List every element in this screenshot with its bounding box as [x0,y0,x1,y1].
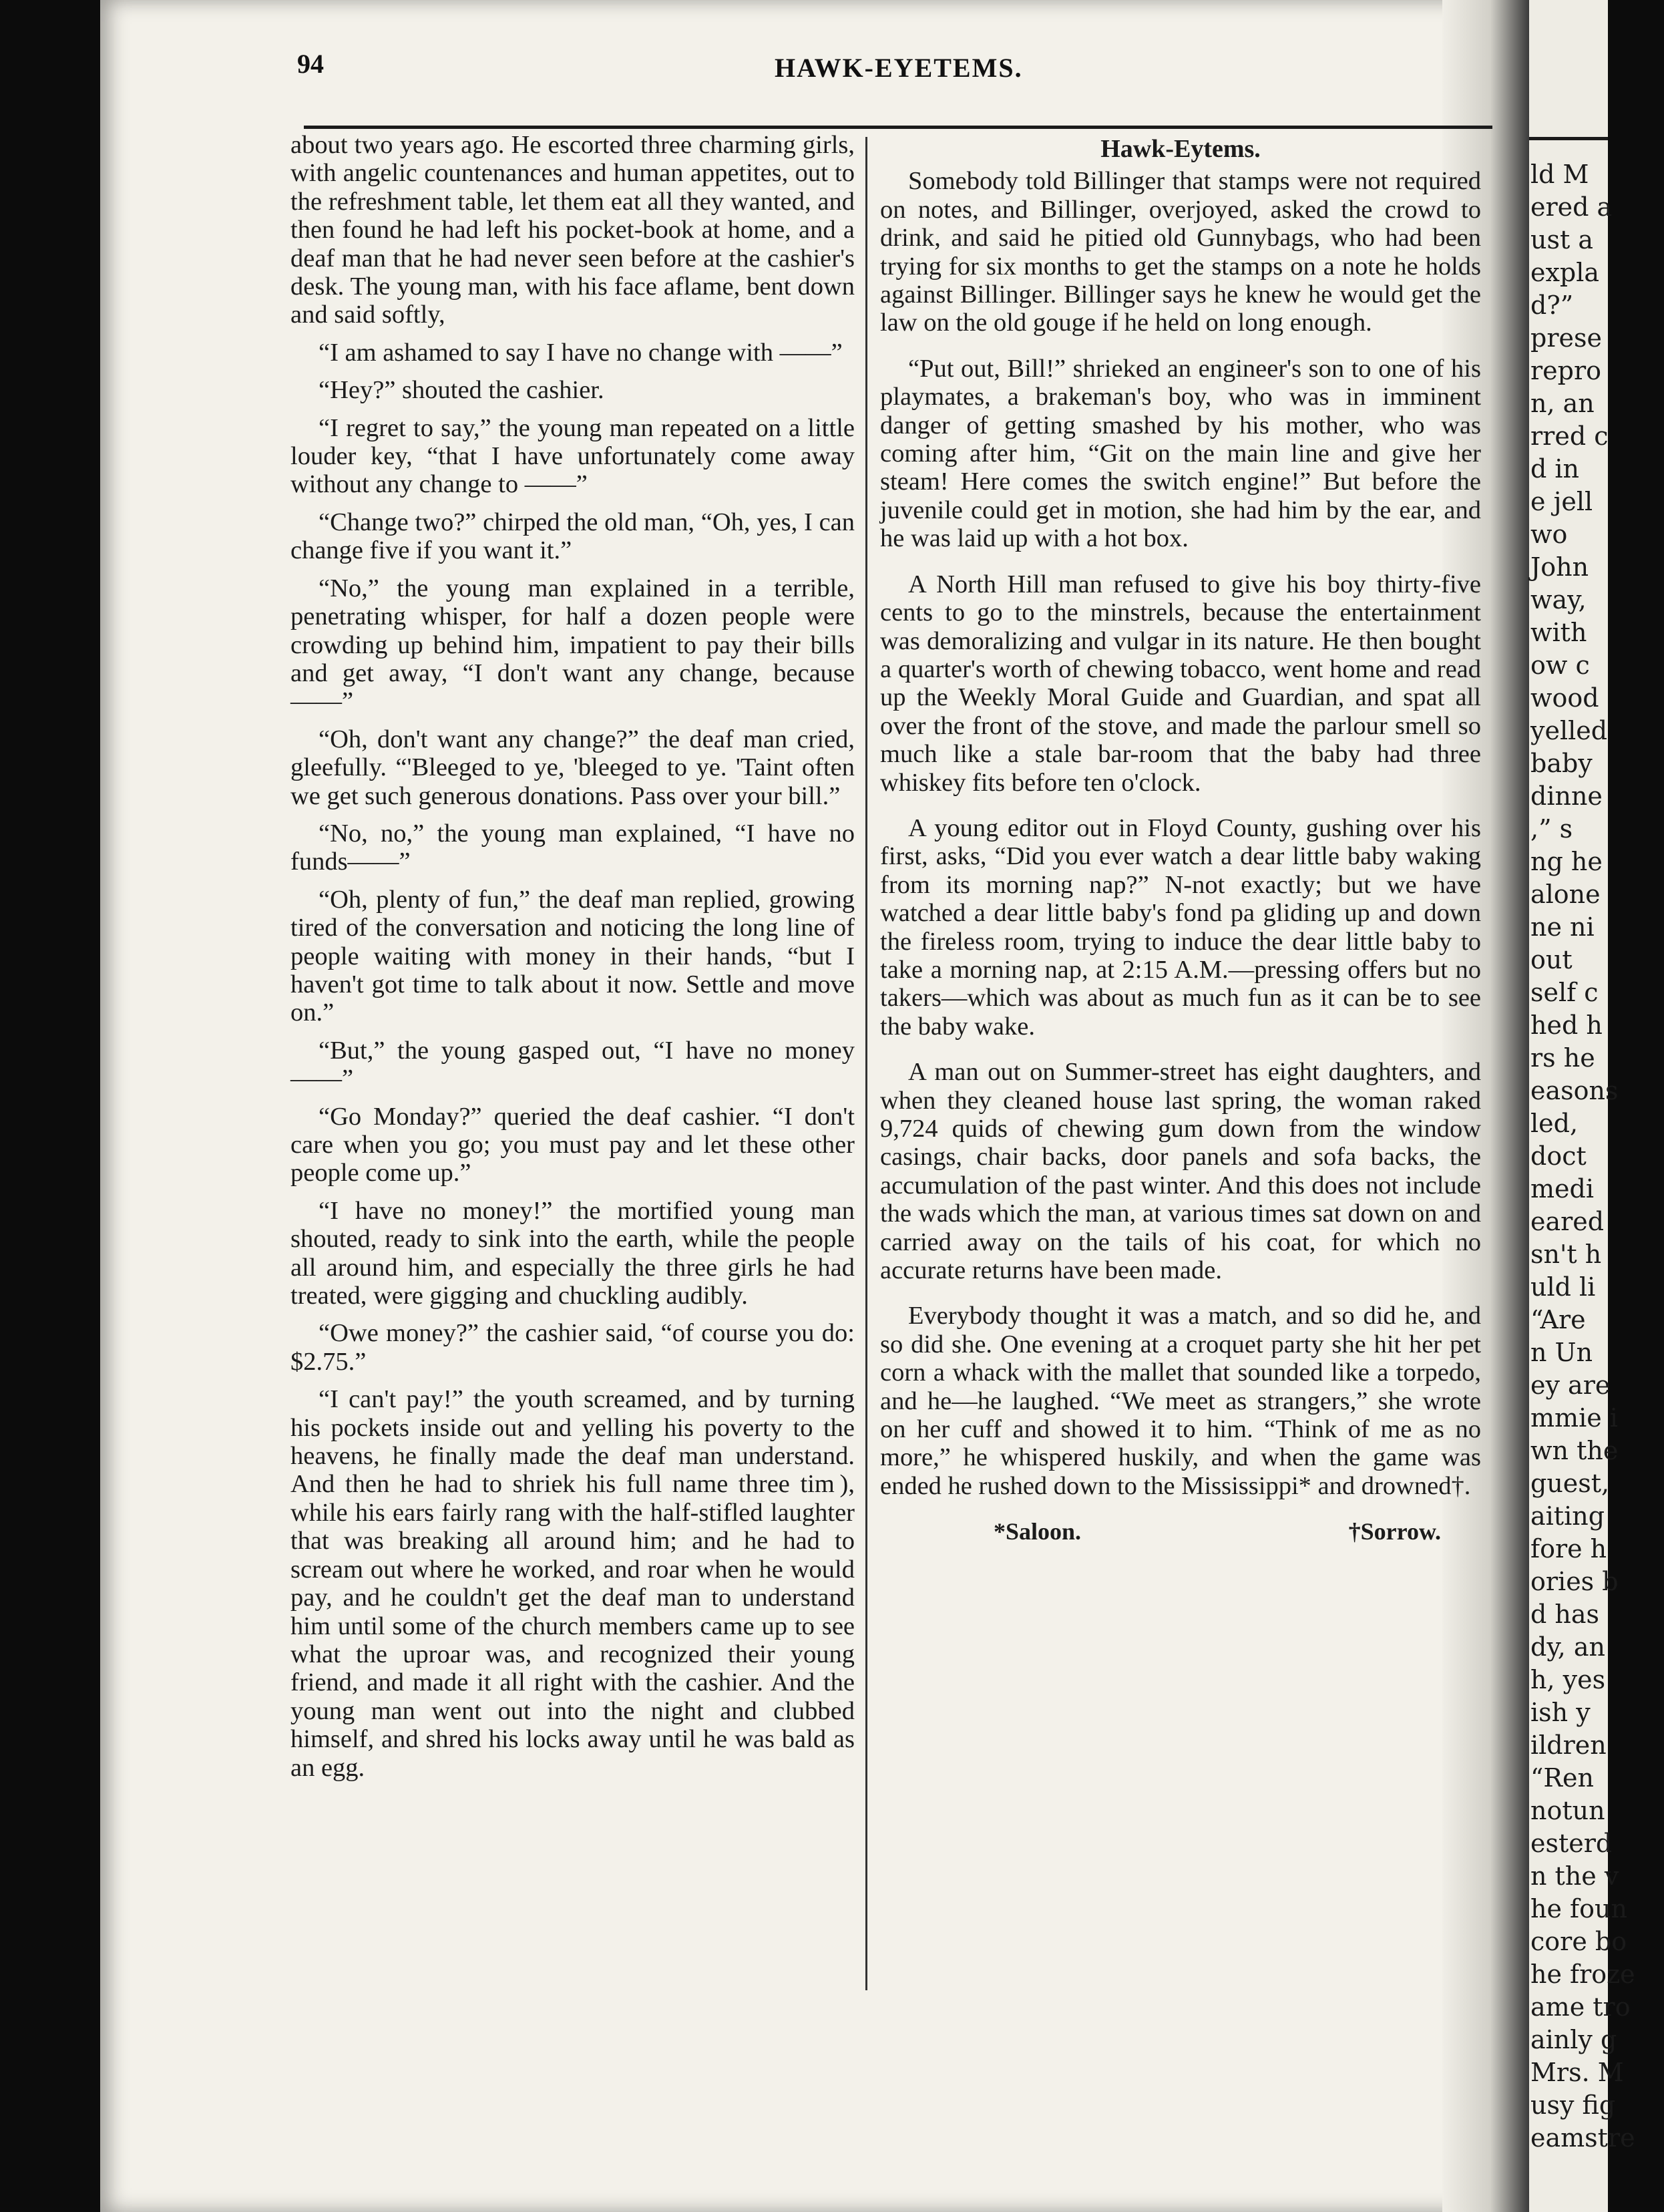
adjacent-page-fragment: eared [1530,1207,1605,1236]
adjacent-page-fragment: he froze [1530,1960,1635,1989]
adjacent-page-fragment: ered a [1530,192,1613,222]
adjacent-page-fragment: n Un [1530,1338,1593,1367]
paragraph: “Change two?” chirped the old man, “Oh, yes, I can change five if you want it.” [290,508,855,565]
adjacent-page-fragment: ow c [1530,651,1590,680]
adjacent-page-fragment: h, yes [1530,1665,1606,1694]
paragraph: “No,” the young man explained in a terrible, penetrating whisper, for half a dozen people were crowding up behind him, impatient to pay their bills and get away, “I don't want any change, because ——” [290,574,855,716]
adjacent-page-fragment: prese [1530,323,1602,353]
paragraph: Everybody thought it was a match, and so did he, and so did she. One evening at a croquet party she hit her pet corn a whack with the mallet that sounded like a torpedo, and he—he laughed. “We meet as strangers,” she wrote on her cuff and showed it to him. “Think of me as no more,” he whispered huskily, and when the game was ended he rushed down to the Mississippi* and drowned†. [880,1302,1481,1500]
adjacent-page-fragment: ish y [1530,1698,1591,1727]
adjacent-page-fragment: fore h [1530,1534,1607,1563]
adjacent-page-fragment: out [1530,945,1573,974]
adjacent-page-fragment: wo [1530,520,1568,549]
paragraph: “I regret to say,” the young man repeated on a little louder key, “that I have unfortunately come away without any change to ——” [290,413,855,499]
footnotes [880,1517,1481,1545]
paragraph: “I can't pay!” the youth screamed, and by turning his pockets inside out and yelling his poverty to the heavens, he finally made the deaf man understand. And then he had to shriek his full name three tim ), while his ears fairly rang with the half-stifled laughter that was breaking all around him; and he had to scream out where he worked, and roar when he would pay, and he couldn't get the deaf man to understand him until some of the church members came up to see what the uproar was, and recognized their young friend, and made it all right with the cashier. And the young man went out into the night and clubbed himself, and shred his locks away until he was bald as an egg. [290,1385,855,1782]
adjacent-page-fragment: d has [1530,1600,1600,1629]
adjacent-page-fragment: ng he [1530,847,1603,876]
footnote-saloon: *Saloon. [994,1518,1082,1545]
adjacent-page-fragment: dinne [1530,781,1603,811]
adjacent-page-fragment: repro [1530,356,1602,385]
adjacent-page-fragment: ories b [1530,1567,1619,1596]
adjacent-page-fragment: medi [1530,1174,1594,1204]
right-column [880,131,1481,1546]
paragraph: “I am ashamed to say I have no change with ——” [319,338,843,367]
adjacent-page-fragment: ,” s [1530,814,1573,844]
paragraph: “Owe money?” the cashier said, “of course you do: $2.75.” [290,1319,855,1376]
adjacent-page-fragment: hed h [1530,1010,1603,1040]
paragraph: A young editor out in Floyd County, gushing over his first, asks, “Did you ever watch a dear little baby waking from its morning nap?” N-not exactly; but we have watched a dear little baby's fond pa gliding up and down the fireless room, trying to induce the dear little baby to take a morning nap, at 2:15 A.M.—pressing offers but no takers—which was about as much fun as it can be to see the baby wake. [880,813,1481,1041]
paragraph: “I have no money!” the mortified young man shouted, ready to sink into the earth, while the people all around him, and especially the three girls he had treated, were gigging and chuckling audibly. [290,1196,855,1310]
adjacent-page-fragment: core bo [1530,1927,1627,1956]
adjacent-page-fragment: led, [1530,1109,1579,1138]
adjacent-page-fragment: esterd [1530,1829,1613,1858]
adjacent-page-fragment: ainly g [1530,2025,1617,2054]
adjacent-page-fragment: rs he [1530,1043,1595,1073]
adjacent-page-fragment: uld li [1530,1272,1596,1302]
paragraph: “Hey?” shouted the cashier. [319,376,604,405]
paragraph: “Oh, don't want any change?” the deaf man cried, gleefully. “'Bleeged to ye, 'bleeged to ye. 'Taint often we get such generous donations. Pass over your bill.” [290,725,855,810]
adjacent-page-fragment: way, [1530,585,1587,614]
adjacent-page-fragment: doct [1530,1141,1587,1171]
adjacent-page-fragment: John [1530,552,1589,582]
adjacent-page-fragment: wood [1530,683,1599,713]
adjacent-page-fragment: n the v [1530,1861,1619,1891]
adjacent-page-fragment: self c [1530,978,1599,1007]
paragraph: Somebody told Billinger that stamps were not required on notes, and Billinger, overjoyed, asked the crowd to drink, and said he pitied old Gunnybags, who had been trying for six months to get the stamps on a note he holds against Billinger. Billinger says he knew he would get the law on the old gouge if he held on long enough. [880,167,1481,337]
paragraph: “Go Monday?” queried the deaf cashier. “I don't care when you go; you must pay and let these other people come up.” [290,1102,855,1187]
adjacent-page-rule [1529,137,1608,140]
adjacent-page-fragment: yelled [1530,716,1608,745]
adjacent-page-fragment: easons [1530,1076,1619,1105]
adjacent-page-fragment: notun [1530,1796,1605,1825]
adjacent-page-fragment: wn the [1530,1436,1619,1465]
adjacent-page-fragment: usy fig [1530,2090,1616,2120]
adjacent-page-fragment: ey are [1530,1370,1611,1400]
footnote-sorrow: †Sorrow. [1348,1518,1441,1545]
adjacent-page-fragment: mmie i [1530,1403,1618,1433]
adjacent-page-fragment: d?” [1530,291,1574,320]
page-number: 94 [297,49,324,79]
adjacent-page-fragment: “Ren [1530,1763,1594,1793]
adjacent-page-fragment: d in [1530,454,1580,484]
adjacent-page-fragment: ust a [1530,225,1593,254]
paragraph: A North Hill man refused to give his boy thirty-five cents to go to the minstrels, because the entertainment was demoralizing and vulgar in its nature. He then bought a quarter's worth of chewing tobacco, went home and read up the Weekly Moral Guide and Guardian, and spat all over the front of the stove, and made the parlour smell so much like a stale bar-room that the baby had three whiskey fits before ten o'clock. [880,570,1481,797]
paragraph: about two years ago. He escorted three charming girls, with angelic countenances and human appetites, out to the refreshment table, let them eat all they wanted, and then found he had left his pocket-book at home, and a deaf man that he had never seen before at the cashier's desk. The young man, with his face aflame, bent down and said softly, [290,131,855,329]
adjacent-page-fragment: rred c [1530,421,1609,451]
adjacent-page-fragment: baby [1530,749,1593,778]
paragraph: A man out on Summer-street has eight daughters, and when they cleaned house last spring, the woman raked 9,724 quids of chewing gum down from the window casings, chair backs, door panels and sofa backs, the accumulation of the past winter. And this does not include the wads which the man, at various times sat down on and carried away on the tails of his coat, for which no accurate returns have been made. [880,1058,1481,1285]
adjacent-page-fragment: Mrs. M [1530,2058,1624,2087]
header-rule [304,126,1492,129]
adjacent-page-edge [1529,0,1635,2212]
paragraph: “No, no,” the young man explained, “I have no funds——” [290,819,855,876]
adjacent-page-fragment: ame tro [1530,1992,1631,2022]
paragraph: “Put out, Bill!” shrieked an engineer's son to one of his playmates, a brakeman's boy, who was in imminent danger of getting smashed by his mother, who was coming after him, “Git on the main line and give her steam! Here comes the switch engine!” But before the juvenile could get in motion, she had him by the ear, and he was laid up with a hot box. [880,354,1481,553]
adjacent-page-fragment: with [1530,618,1587,647]
column-divider [865,137,867,1990]
adjacent-page-fragment: ildren [1530,1730,1607,1760]
adjacent-page-fragment: guest, [1530,1469,1610,1498]
adjacent-page-fragment: expla [1530,258,1600,287]
paragraph: “Oh, plenty of fun,” the deaf man replied, growing tired of the conversation and noticing the long line of people waiting with money in their hands, “but I haven't got time to talk about it now. Settle and move on.” [290,885,855,1027]
section-title: Hawk-Eytems. [1100,135,1261,163]
adjacent-page-fragment: “Are [1530,1305,1586,1334]
left-column [290,131,855,1791]
running-head-title: HAWK-EYETEMS. [775,53,1023,83]
adjacent-page-fragment: he foun [1530,1894,1627,1923]
adjacent-page-fragment: eamstre [1530,2123,1635,2153]
adjacent-page-fragment: ld M [1530,160,1589,189]
adjacent-page-fragment: aiting [1530,1501,1605,1531]
adjacent-page-fragment: e jell [1530,487,1593,516]
adjacent-page-fragment: ne ni [1530,912,1595,942]
paragraph: “But,” the young gasped out, “I have no money——” [290,1036,855,1093]
adjacent-page-fragment: sn't h [1530,1240,1602,1269]
adjacent-page-fragment: dy, an [1530,1632,1606,1662]
adjacent-page-fragment: n, an [1530,389,1595,418]
adjacent-page-fragment: alone [1530,880,1601,909]
